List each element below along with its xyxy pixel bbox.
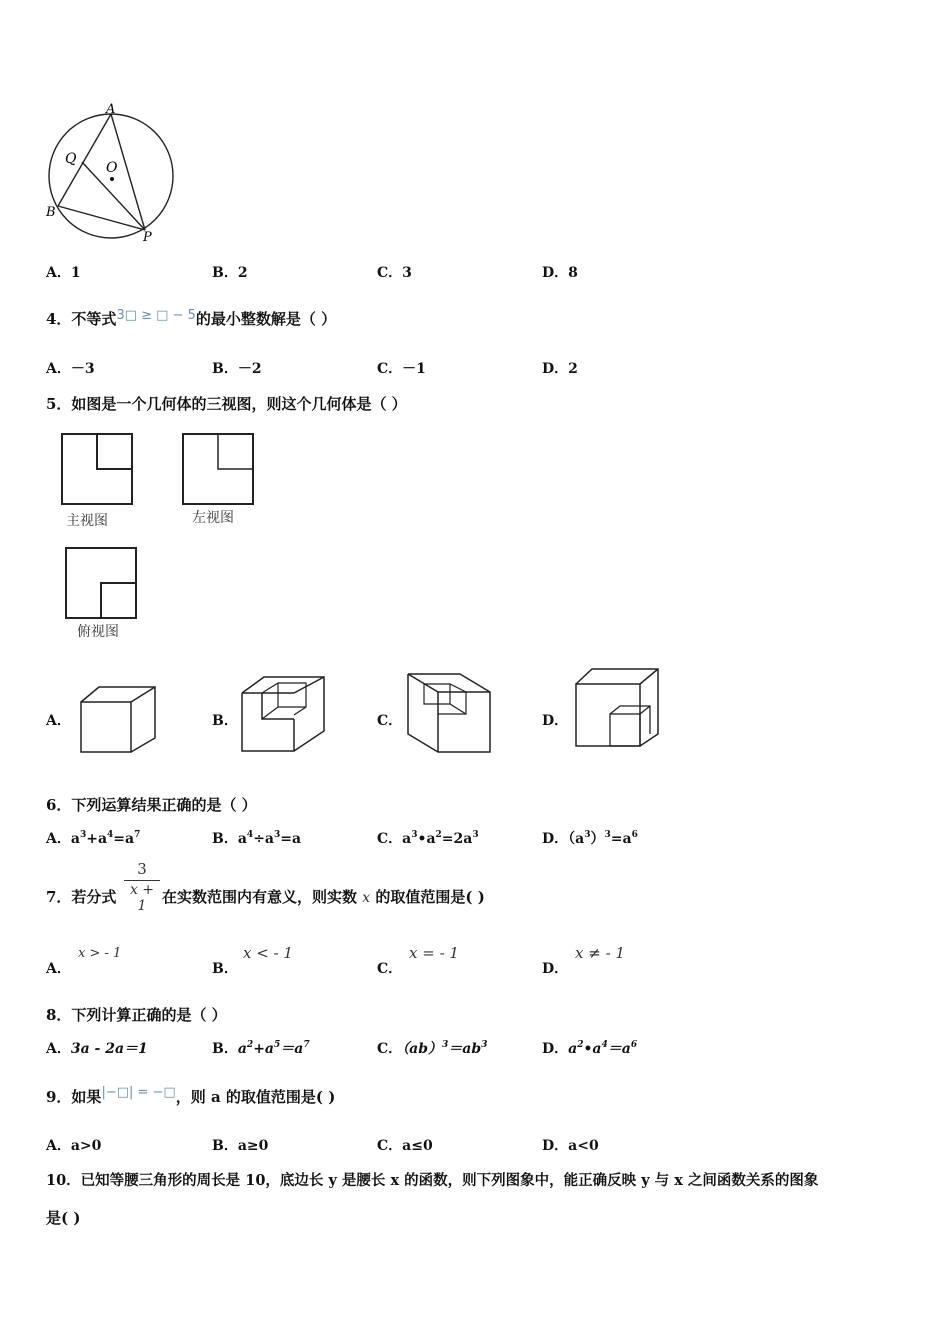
- left-view-figure: [181, 432, 257, 508]
- q4-stem: [46, 308, 336, 329]
- q4-option-b[interactable]: B．－2: [212, 361, 262, 377]
- top-view-caption: 俯视图: [77, 624, 119, 640]
- q6-option-b[interactable]: B．$a^4\div a^3=a$: [212, 830, 302, 847]
- q7-denominator: x + 1: [129, 882, 155, 914]
- q7-prefix: 7．若分式: [46, 888, 117, 906]
- q9-option-c[interactable]: C．a≤0: [377, 1138, 433, 1154]
- q8-option-a[interactable]: A．3a - 2a＝1: [46, 1041, 148, 1057]
- top-view-figure: [64, 546, 140, 622]
- q7-option-b-label[interactable]: B．: [212, 961, 238, 977]
- q4-expression: 3□ ≥ □ − 5: [116, 308, 196, 323]
- q5-option-c-label[interactable]: C．: [377, 713, 403, 729]
- q3-option-d[interactable]: D．8: [542, 265, 578, 281]
- q7-option-a-expr[interactable]: x > - 1: [78, 946, 122, 961]
- q9-option-d[interactable]: D．a<0: [542, 1138, 599, 1154]
- q5-option-c-solid[interactable]: [404, 670, 494, 758]
- q9-option-b[interactable]: B．a≥0: [212, 1138, 269, 1154]
- q8-option-d[interactable]: D．$a^2•a^4=a^6$: [542, 1040, 638, 1057]
- chord-bp: [58, 206, 145, 230]
- q4-option-a[interactable]: A．－3: [46, 361, 95, 377]
- q6-stem: 6．下列运算结果正确的是（ ）: [46, 796, 257, 814]
- label-p: P: [143, 230, 152, 245]
- q8-option-b[interactable]: B．$a^2+a^5=a^7$: [212, 1040, 310, 1057]
- center-point: [110, 177, 114, 181]
- q4-prefix: 4．不等式: [46, 310, 117, 328]
- q7-option-c-expr[interactable]: x = - 1: [409, 944, 459, 962]
- label-a: A: [106, 102, 116, 117]
- q5-stem: 5．如图是一个几何体的三视图，则这个几何体是（ ）: [46, 395, 407, 413]
- q5-option-b-label[interactable]: B．: [212, 713, 238, 729]
- q6-option-c[interactable]: C．$a^3•a^2=2a^3$: [377, 830, 479, 847]
- q4-option-c[interactable]: C．－1: [377, 361, 426, 377]
- circle-figure: [44, 100, 179, 245]
- q7-option-b-expr[interactable]: x < - 1: [243, 944, 293, 962]
- q7-rest: 在实数范围内有意义，则实数 x 的取值范围是( ): [162, 888, 485, 906]
- label-o: O: [106, 160, 118, 176]
- q3-option-c[interactable]: C．3: [377, 265, 412, 281]
- q9-option-a[interactable]: A．a>0: [46, 1138, 102, 1154]
- q5-option-b-solid[interactable]: [238, 673, 328, 757]
- front-view-figure: [60, 432, 136, 508]
- q9-stem: 9．如果|−□| = −□，则 a 的取值范围是( ): [46, 1085, 336, 1106]
- q7-option-d-expr[interactable]: x ≠ - 1: [575, 944, 625, 962]
- q3-option-a[interactable]: A．1: [46, 265, 81, 281]
- q6-option-d[interactable]: D．$(a^3)^3=a^6$: [542, 830, 638, 847]
- q5-option-d-label[interactable]: D．: [542, 713, 569, 729]
- q7-option-c-label[interactable]: C．: [377, 961, 403, 977]
- label-b: B: [46, 205, 56, 220]
- q3-option-b[interactable]: B．2: [212, 265, 248, 281]
- q5-option-a-label[interactable]: A．: [46, 713, 71, 729]
- q4-option-d[interactable]: D．2: [542, 361, 578, 377]
- q5-option-a-solid[interactable]: [78, 684, 160, 756]
- q7-fraction: [124, 860, 160, 914]
- q4-suffix: 的最小整数解是（ ）: [195, 310, 337, 328]
- q10-stem-line2: 是( ): [46, 1209, 81, 1227]
- q9-expression: |−□| = −□: [101, 1085, 176, 1100]
- q5-option-d-solid[interactable]: [572, 666, 662, 750]
- q7-option-d-label[interactable]: D．: [542, 961, 569, 977]
- q6-option-a[interactable]: A．$a^3+a^4=a^7$: [46, 830, 141, 847]
- q8-option-c[interactable]: C．$(ab)^3=ab^3$: [377, 1040, 488, 1057]
- q10-stem-line1: 10．已知等腰三角形的周长是 10，底边长 y 是腰长 x 的函数，则下列图象中，能正确反映 y 与 x 之间函数关系的图象: [46, 1172, 819, 1189]
- q7-numerator: 3: [124, 860, 160, 881]
- circle: [49, 114, 173, 238]
- left-view-caption: 左视图: [192, 510, 234, 526]
- q8-stem: 8．下列计算正确的是（ ）: [46, 1006, 227, 1024]
- label-q: Q: [65, 151, 77, 167]
- front-view-caption: 主视图: [66, 513, 108, 529]
- q7-option-a-label[interactable]: A．: [46, 961, 71, 977]
